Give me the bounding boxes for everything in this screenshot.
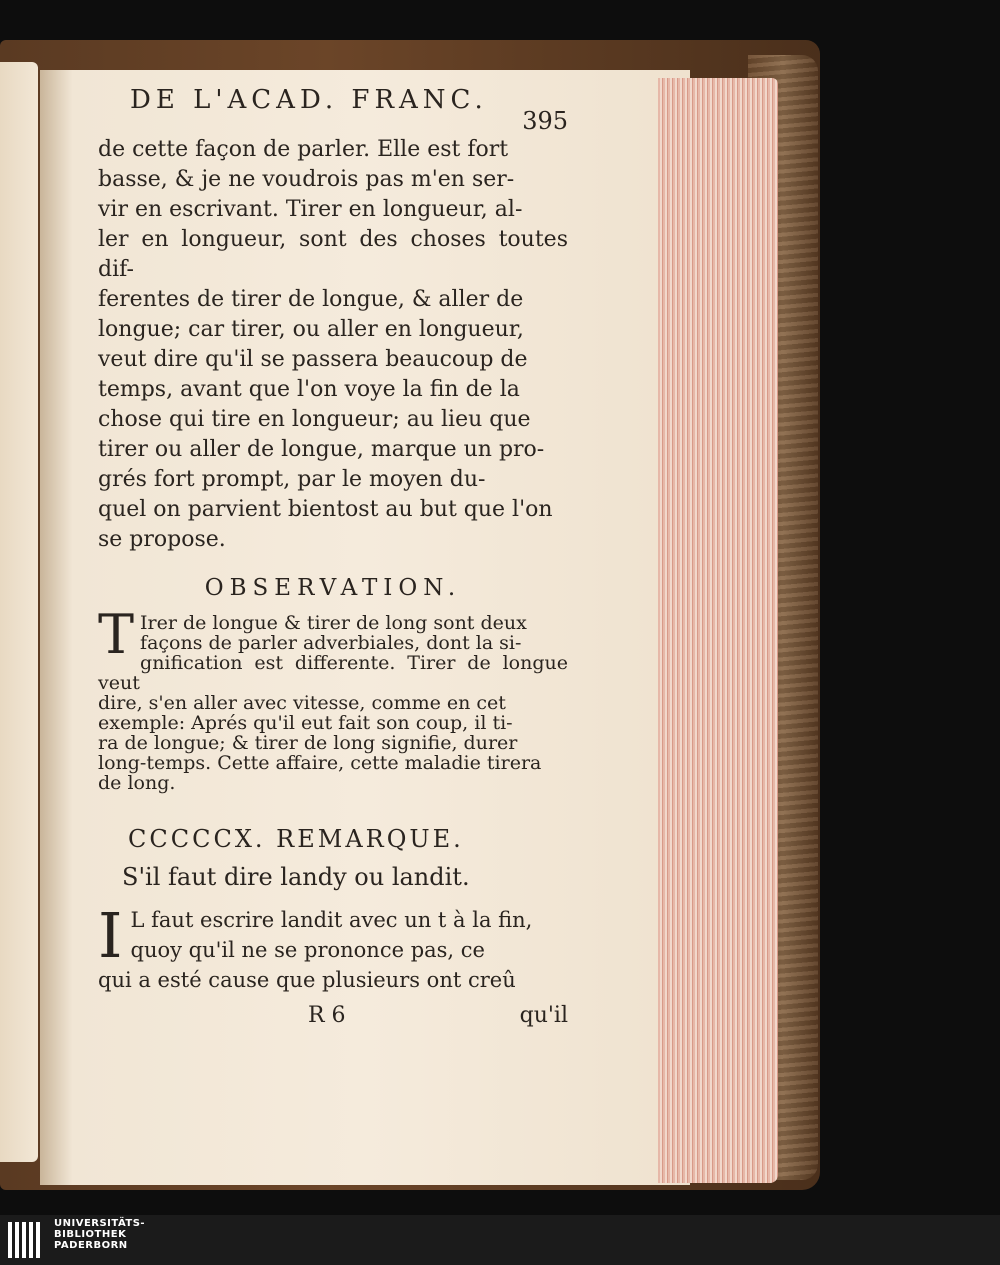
text-line: tirer ou aller de longue, marque un pro- (98, 437, 545, 462)
text-line: basse, & je ne voudrois pas m'en ser- (98, 167, 515, 192)
text-line: longue; car tirer, ou aller en longueur, (98, 317, 524, 342)
text-line: de cette façon de parler. Elle est fort (98, 137, 509, 162)
drop-cap: T (98, 603, 135, 666)
observation-title: OBSERVATION. (204, 575, 462, 601)
text-line: long-temps. Cette affaire, cette maladie tirera (98, 752, 542, 774)
left-page-fragment (0, 62, 38, 1162)
text-line: grés fort prompt, par le moyen du- (98, 467, 486, 492)
paragraph-1 (98, 135, 568, 555)
text-line: vir en escrivant. Tirer en longueur, al- (98, 197, 523, 222)
page-text (98, 85, 568, 1033)
logo-line: PADERBORN (54, 1240, 128, 1251)
text-line: temps, avant que l'on voye la fin de la (98, 377, 520, 402)
footer-bar (0, 1215, 1000, 1265)
remark-title: CCCCCX. REMARQUE. (128, 825, 464, 853)
text-line: quel on parvient bientost au but que l'on (98, 497, 553, 522)
signature-mark: R 6 (308, 1003, 346, 1028)
text-line: chose qui tire en longueur; au lieu que (98, 407, 531, 432)
running-head: DE L'ACAD. FRANC. (130, 85, 488, 115)
text-line: se propose. (98, 527, 226, 552)
library-logo-text (54, 1218, 145, 1251)
text-line: exemple: Aprés qu'il eut fait son coup, il ti- (98, 712, 513, 734)
text-line: ferentes de tirer de longue, & aller de (98, 287, 524, 312)
logo-line: UNIVERSITÄTS- (54, 1218, 146, 1229)
text-line: Irer de longue & tirer de long sont deux (140, 612, 527, 634)
text-line: quoy qu'il ne se prononce pas, ce (130, 938, 485, 962)
text-line: ler en longueur, sont des choses toutes dif- (98, 227, 568, 282)
page-header (98, 85, 568, 135)
text-line: qui a esté cause que plusieurs ont creû (98, 968, 516, 992)
text-line: de long. (98, 772, 176, 794)
catchword: qu'il (519, 1003, 568, 1028)
drop-cap: I (98, 899, 123, 972)
text-line: veut dire qu'il se passera beaucoup de (98, 347, 528, 372)
text-line: façons de parler adverbiales, dont la si- (140, 632, 522, 654)
text-line: L faut escrire landit avec un t à la fin, (130, 908, 533, 932)
text-line: dire, s'en aller avec vitesse, comme en cet (98, 692, 506, 714)
page-edges (658, 78, 778, 1183)
remark-body (98, 899, 568, 995)
observation-body (98, 603, 568, 794)
library-logo-icon (6, 1218, 50, 1262)
logo-line: BIBLIOTHEK (54, 1229, 127, 1240)
remark-subhead: S'il faut dire landy ou landit. (122, 863, 470, 891)
text-line: ra de longue; & tirer de long signifie, durer (98, 732, 518, 754)
page-number: 395 (522, 107, 568, 135)
page-footer (98, 1003, 568, 1033)
text-line: gnification est differente. Tirer de longue veut (98, 652, 568, 694)
